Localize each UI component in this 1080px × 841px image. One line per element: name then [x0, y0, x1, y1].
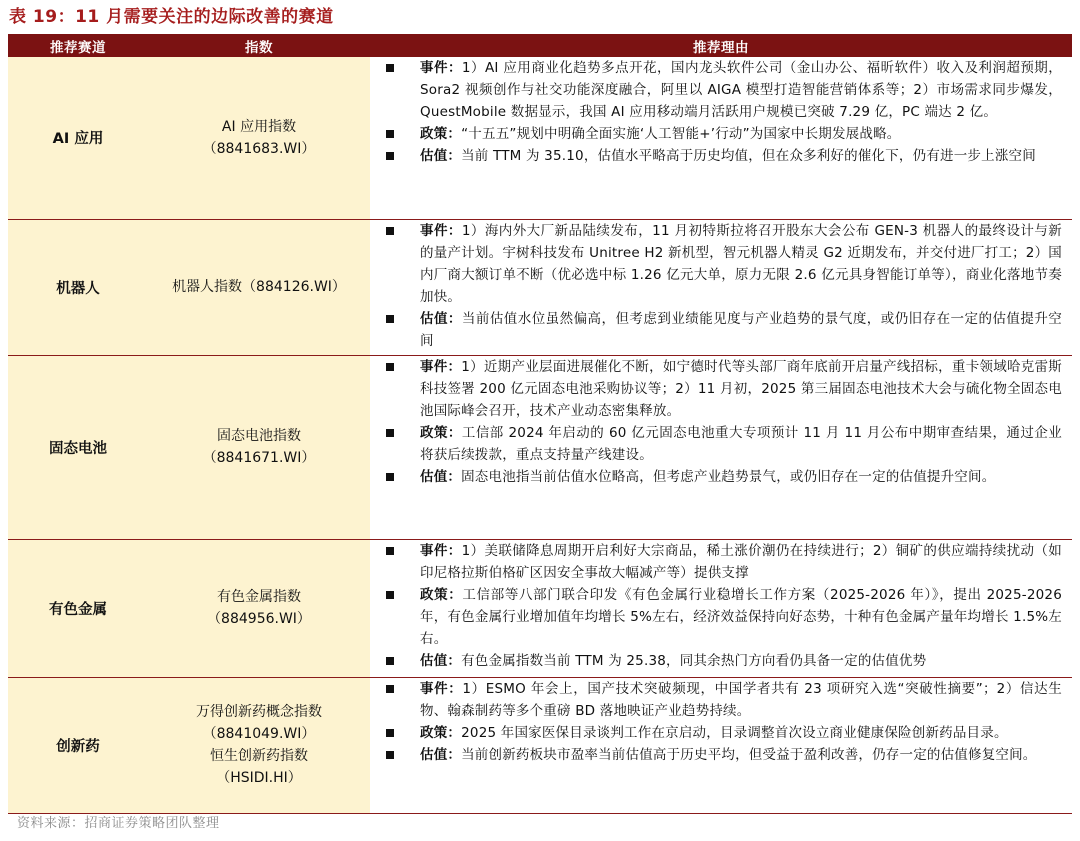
- reason-label: 事件：: [420, 222, 462, 239]
- index-line: （8841683.WI）: [202, 140, 316, 157]
- index-cell: [148, 539, 370, 677]
- track-cell: 有色金属: [8, 539, 148, 677]
- source-note: 资料来源：招商证券策略团队整理: [17, 816, 220, 831]
- reason-text: [420, 584, 1072, 650]
- reason-text: [420, 422, 1072, 466]
- index-cell: [148, 677, 370, 813]
- table-row: [8, 57, 1072, 219]
- reason-label: 政策：: [420, 586, 463, 603]
- reason-item: [370, 540, 1072, 584]
- reason-cell: [370, 539, 1072, 677]
- reason-text: [420, 220, 1072, 308]
- reason-label: 政策：: [420, 126, 462, 142]
- header-index: 指数: [148, 34, 370, 57]
- square-bullet-icon: [370, 308, 420, 330]
- reason-text: [420, 308, 1072, 352]
- track-cell: 机器人: [8, 219, 148, 355]
- reason-body: 有色金属指数当前 TTM 为 25.38，同其余热门方向看仍具备一定的估值优势: [461, 652, 927, 669]
- reason-text: [420, 678, 1072, 722]
- reason-text: [420, 57, 1072, 123]
- reason-item: [370, 422, 1072, 466]
- reason-item: [370, 744, 1072, 766]
- reason-text: [420, 123, 1072, 145]
- table-row: [8, 539, 1072, 677]
- reason-item: [370, 57, 1072, 123]
- reason-label: 事件：: [420, 358, 462, 375]
- reason-item: [370, 466, 1072, 488]
- table-row: [8, 355, 1072, 539]
- square-bullet-icon: [370, 744, 420, 766]
- square-bullet-icon: [370, 57, 420, 79]
- reason-text: [420, 744, 1072, 766]
- reason-cell: [370, 219, 1072, 355]
- square-bullet-icon: [370, 584, 420, 606]
- track-cell: 固态电池: [8, 355, 148, 539]
- index-cell: [148, 219, 370, 355]
- square-bullet-icon: [370, 466, 420, 488]
- reason-item: [370, 584, 1072, 650]
- reason-body: 工信部等八部门联合印发《有色金属行业稳增长工作方案（2025-2026 年）》，提出 2025-2026 年，有色金属行业增加值年均增长 5%左右，经济效益保持向好态势，十种有色金属产量年均增长 1.5%左右。: [420, 586, 1062, 647]
- index-line: （884956.WI）: [207, 611, 311, 627]
- index-line: （8841049.WI）: [202, 726, 316, 742]
- square-bullet-icon: [370, 540, 420, 562]
- reason-item: [370, 220, 1072, 308]
- index-line: （8841671.WI）: [202, 450, 316, 466]
- header-track: 推荐赛道: [8, 34, 148, 57]
- table-header-row: [8, 34, 1072, 57]
- square-bullet-icon: [370, 220, 420, 242]
- index-line: 固态电池指数: [217, 428, 301, 444]
- reason-text: [420, 540, 1072, 584]
- reason-text: [420, 650, 1072, 672]
- reason-body: 工信部 2024 年启动的 60 亿元固态电池重大专项预计 11 月 11 月公布中期审查结果，通过企业将获后续拨款，重点支持量产线建设。: [420, 424, 1062, 463]
- reason-body: 1）海内外大厂新品陆续发布，11 月初特斯拉将召开股东大会公布 GEN-3 机器人的最终设计与新的量产计划。宇树科技发布 Unitree H2 新机型，智元机器人精灵 G2 近期发布，并交付进厂打工；2）国内厂商大额订单不断（优必选中标 1.26 亿元大单，原力无限 2.6 亿元具身智能订单等），商业化落地节奏加快。: [420, 222, 1062, 305]
- square-bullet-icon: [370, 145, 420, 167]
- reason-cell: [370, 355, 1072, 539]
- reason-text: [420, 466, 1072, 488]
- square-bullet-icon: [370, 678, 420, 700]
- reason-label: 政策：: [420, 424, 462, 441]
- recommendation-table: [8, 34, 1072, 814]
- reason-body: 固态电池指当前估值水位略高，但考虑产业趋势景气，或仍旧存在一定的估值提升空间。: [461, 468, 996, 485]
- index-line: 有色金属指数: [217, 589, 301, 605]
- reason-label: 估值：: [420, 746, 462, 763]
- reason-label: 估值：: [420, 468, 462, 485]
- index-line: AI 应用指数: [221, 118, 297, 135]
- index-line: 恒生创新药指数: [210, 748, 308, 764]
- reason-item: [370, 356, 1072, 422]
- header-reason: 推荐理由: [370, 34, 1072, 57]
- reason-cell: [370, 57, 1072, 219]
- reason-cell: [370, 677, 1072, 813]
- reason-body: 2025 年国家医保目录谈判工作在京启动，目录调整首次设立商业健康保险创新药品目录。: [461, 724, 1008, 741]
- reason-item: [370, 145, 1072, 167]
- reason-label: 事件：: [420, 680, 463, 697]
- track-cell: 创新药: [8, 677, 148, 813]
- reason-body: 1）ESMO 年会上，国产技术突破频现，中国学者共有 23 项研究入选“突破性摘要”；2）信达生物、翰森制药等多个重磅 BD 落地映证产业趋势持续。: [420, 680, 1062, 719]
- reason-label: 事件：: [420, 60, 462, 76]
- square-bullet-icon: [370, 650, 420, 672]
- reason-body: 当前估值水位虽然偏高，但考虑到业绩能见度与产业趋势的景气度，或仍旧存在一定的估值提升空间: [420, 310, 1062, 349]
- index-line: 机器人指数（884126.WI）: [172, 279, 346, 295]
- table-title: 表 19：11 月需要关注的边际改善的赛道: [9, 7, 334, 27]
- reason-body: 1）近期产业层面进展催化不断，如宁德时代等头部厂商年底前开启量产线招标，重卡领域哈克雷斯科技签署 200 亿元固态电池采购协议等；2）11 月初，2025 第三届固态电池技术大会与硫化物全固态电池国际峰会召开，技术产业动态密集释放。: [420, 358, 1062, 419]
- reason-text: [420, 356, 1072, 422]
- reason-body: 当前创新药板块市盈率当前估值高于历史平均，但受益于盈利改善，仍存一定的估值修复空间。: [461, 746, 1037, 763]
- reason-label: 政策：: [420, 724, 462, 741]
- track-cell: AI 应用: [8, 57, 148, 219]
- index-cell: [148, 57, 370, 219]
- reason-label: 估值：: [420, 148, 462, 164]
- reason-item: [370, 308, 1072, 352]
- index-line: 万得创新药概念指数: [196, 704, 322, 720]
- reason-body: “十五五”规划中明确全面实施‘人工智能+’行动”为国家中长期发展战略。: [461, 126, 901, 142]
- square-bullet-icon: [370, 722, 420, 744]
- reason-item: [370, 678, 1072, 722]
- reason-item: [370, 123, 1072, 145]
- table-row: [8, 677, 1072, 813]
- square-bullet-icon: [370, 356, 420, 378]
- reason-body: 1）美联储降息周期开启利好大宗商品，稀土涨价潮仍在持续进行；2）铜矿的供应端持续扰动（如印尼格拉斯伯格矿区因安全事故大幅减产等）提供支撑: [420, 542, 1062, 581]
- square-bullet-icon: [370, 123, 420, 145]
- table-row: [8, 219, 1072, 355]
- reason-item: [370, 650, 1072, 672]
- reason-text: [420, 145, 1072, 167]
- reason-text: [420, 722, 1072, 744]
- reason-body: 当前 TTM 为 35.10，估值水平略高于历史均值，但在众多利好的催化下，仍有进一步上涨空间: [461, 148, 1036, 164]
- index-line: （HSIDI.HI）: [216, 770, 302, 786]
- square-bullet-icon: [370, 422, 420, 444]
- reason-item: [370, 722, 1072, 744]
- reason-label: 估值：: [420, 310, 462, 327]
- index-cell: [148, 355, 370, 539]
- reason-body: 1）AI 应用商业化趋势多点开花，国内龙头软件公司（金山办公、福昕软件）收入及利润超预期，Sora2 视频创作与社交功能深度融合，阿里以 AIGA 模型打造智能营销体系等；2）市场需求同步爆发，QuestMobile 数据显示，我国 AI 应用移动端月活跃用户规模已突破 7.29 亿，PC 端达 2 亿。: [420, 60, 1062, 120]
- reason-label: 事件：: [420, 542, 462, 559]
- reason-label: 估值：: [420, 652, 462, 669]
